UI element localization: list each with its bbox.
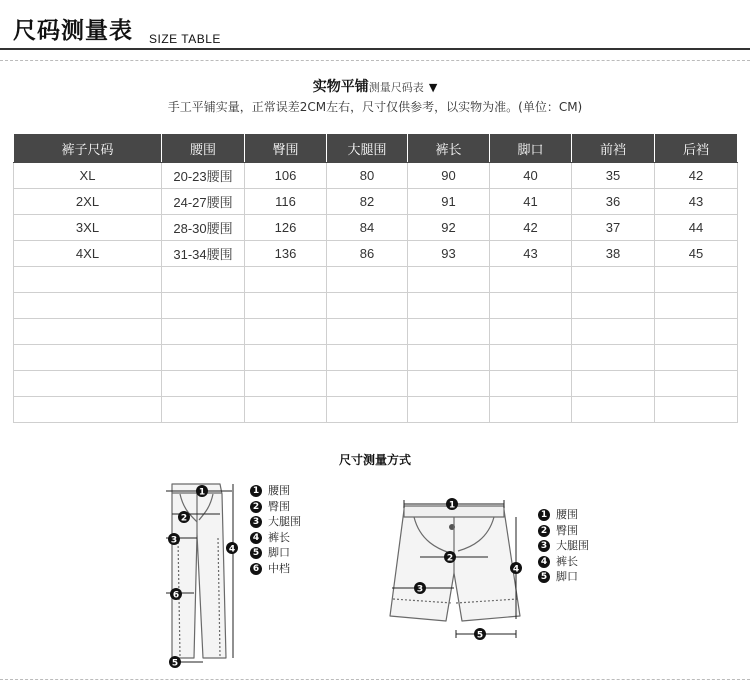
table-cell — [490, 319, 572, 345]
table-cell — [245, 267, 327, 293]
table-cell — [327, 397, 408, 423]
table-cell: 44 — [655, 215, 738, 241]
legend-item: 2 臀围 — [250, 499, 301, 515]
marker-5: 5 — [476, 630, 484, 641]
table-cell: 42 — [490, 215, 572, 241]
table-cell — [572, 397, 655, 423]
table-cell — [245, 319, 327, 345]
table-cell: 37 — [572, 215, 655, 241]
table-cell — [572, 319, 655, 345]
table-cell: 3XL — [14, 215, 162, 241]
table-cell: XL — [14, 163, 162, 189]
table-cell: 45 — [655, 241, 738, 267]
flat-title-suffix: 测量尺码表 — [368, 81, 424, 94]
table-cell: 84 — [327, 215, 408, 241]
table-cell: 4XL — [14, 241, 162, 267]
table-cell: 93 — [408, 241, 490, 267]
table-cell — [655, 319, 738, 345]
table-cell — [327, 267, 408, 293]
divider-top — [0, 60, 750, 61]
table-cell: 80 — [327, 163, 408, 189]
table-cell — [14, 293, 162, 319]
table-cell — [14, 345, 162, 371]
table-body — [14, 163, 738, 423]
table-cell — [655, 397, 738, 423]
table-cell — [408, 267, 490, 293]
flat-measure-title — [0, 76, 750, 96]
method-title: 尺寸测量方式 — [338, 453, 411, 467]
marker-2: 2 — [180, 513, 188, 524]
table-cell: 92 — [408, 215, 490, 241]
table-cell: 126 — [245, 215, 327, 241]
shorts-legend — [538, 507, 589, 585]
table-cell: 40 — [490, 163, 572, 189]
legend-item: 6 中档 — [250, 561, 301, 577]
table-cell: 38 — [572, 241, 655, 267]
table-cell: 82 — [327, 189, 408, 215]
table-cell — [327, 371, 408, 397]
table-cell — [490, 293, 572, 319]
column-header: 裤长 — [408, 134, 490, 163]
table-row — [14, 397, 738, 423]
table-cell — [162, 267, 245, 293]
table-cell — [162, 397, 245, 423]
table-cell: 86 — [327, 241, 408, 267]
table-cell — [14, 319, 162, 345]
table-cell — [490, 267, 572, 293]
triangle-down-icon: ▼ — [428, 81, 438, 94]
table-cell — [162, 293, 245, 319]
table-cell — [245, 397, 327, 423]
table-cell: 43 — [655, 189, 738, 215]
marker-3: 3 — [416, 584, 424, 595]
pants-legend — [250, 483, 301, 576]
table-cell — [655, 267, 738, 293]
table-cell — [490, 397, 572, 423]
table-row — [14, 293, 738, 319]
table-cell: 28-30腰围 — [162, 215, 245, 241]
page-subtitle: SIZE TABLE — [149, 32, 221, 46]
table-cell — [572, 345, 655, 371]
column-header: 裤子尺码 — [14, 134, 162, 163]
marker-1: 1 — [198, 487, 206, 498]
table-cell — [14, 397, 162, 423]
pants-diagram — [150, 478, 250, 670]
table-row — [14, 371, 738, 397]
legend-item: 4 裤长 — [250, 530, 301, 546]
table-cell — [408, 319, 490, 345]
divider-bottom — [0, 679, 750, 680]
column-header: 大腿围 — [327, 134, 408, 163]
table-cell — [490, 371, 572, 397]
legend-item: 5 脚口 — [250, 545, 301, 561]
marker-1: 1 — [448, 500, 456, 511]
legend-item: 5 脚口 — [538, 569, 589, 585]
marker-4: 4 — [228, 544, 236, 555]
table-cell — [162, 345, 245, 371]
marker-4: 4 — [512, 564, 520, 575]
table-cell: 90 — [408, 163, 490, 189]
marker-2: 2 — [446, 553, 454, 564]
table-row — [14, 163, 738, 189]
page-title: 尺码测量表 — [13, 18, 133, 44]
table-cell — [655, 371, 738, 397]
table-cell: 24-27腰围 — [162, 189, 245, 215]
marker-3: 3 — [170, 535, 178, 546]
table-cell — [162, 319, 245, 345]
table-cell: 41 — [490, 189, 572, 215]
table-cell — [14, 267, 162, 293]
table-cell — [655, 345, 738, 371]
table-header-row — [14, 134, 738, 163]
flat-title-main: 实物平铺 — [312, 79, 369, 95]
shorts-diagram — [380, 493, 530, 645]
column-header: 腰围 — [162, 134, 245, 163]
measure-note: 手工平铺实量，正常误差2CM左右，尺寸仅供参考，以实物为准。(单位：CM) — [167, 100, 583, 114]
table-cell: 42 — [655, 163, 738, 189]
table-cell: 91 — [408, 189, 490, 215]
legend-item: 1 腰围 — [538, 507, 589, 523]
table-row — [14, 215, 738, 241]
table-cell: 31-34腰围 — [162, 241, 245, 267]
table-cell — [327, 319, 408, 345]
header-rule — [0, 48, 750, 50]
table-cell — [408, 345, 490, 371]
table-cell — [408, 397, 490, 423]
table-cell — [327, 345, 408, 371]
page-header — [0, 0, 750, 52]
table-cell — [245, 371, 327, 397]
table-cell — [408, 293, 490, 319]
marker-6: 6 — [172, 590, 180, 601]
table-cell — [245, 345, 327, 371]
table-cell: 106 — [245, 163, 327, 189]
table-row — [14, 345, 738, 371]
table-cell — [408, 371, 490, 397]
table-row — [14, 189, 738, 215]
table-cell: 2XL — [14, 189, 162, 215]
column-header: 前裆 — [572, 134, 655, 163]
table-cell — [162, 371, 245, 397]
table-cell: 20-23腰围 — [162, 163, 245, 189]
table-row — [14, 241, 738, 267]
table-row — [14, 267, 738, 293]
legend-item: 1 腰围 — [250, 483, 301, 499]
table-cell — [655, 293, 738, 319]
legend-item: 2 臀围 — [538, 523, 589, 539]
table-cell — [572, 267, 655, 293]
table-cell — [490, 345, 572, 371]
legend-item: 3 大腿围 — [538, 538, 589, 554]
table-cell: 35 — [572, 163, 655, 189]
column-header: 脚口 — [490, 134, 572, 163]
table-row — [14, 319, 738, 345]
table-cell — [572, 371, 655, 397]
table-cell — [327, 293, 408, 319]
table-cell — [14, 371, 162, 397]
marker-5: 5 — [171, 658, 179, 669]
table-cell — [572, 293, 655, 319]
table-cell: 36 — [572, 189, 655, 215]
column-header: 后裆 — [655, 134, 738, 163]
table-cell: 116 — [245, 189, 327, 215]
column-header: 臀围 — [245, 134, 327, 163]
table-cell: 136 — [245, 241, 327, 267]
size-table — [13, 133, 738, 423]
table-cell — [245, 293, 327, 319]
table-cell: 43 — [490, 241, 572, 267]
legend-item: 4 裤长 — [538, 554, 589, 570]
legend-item: 3 大腿围 — [250, 514, 301, 530]
